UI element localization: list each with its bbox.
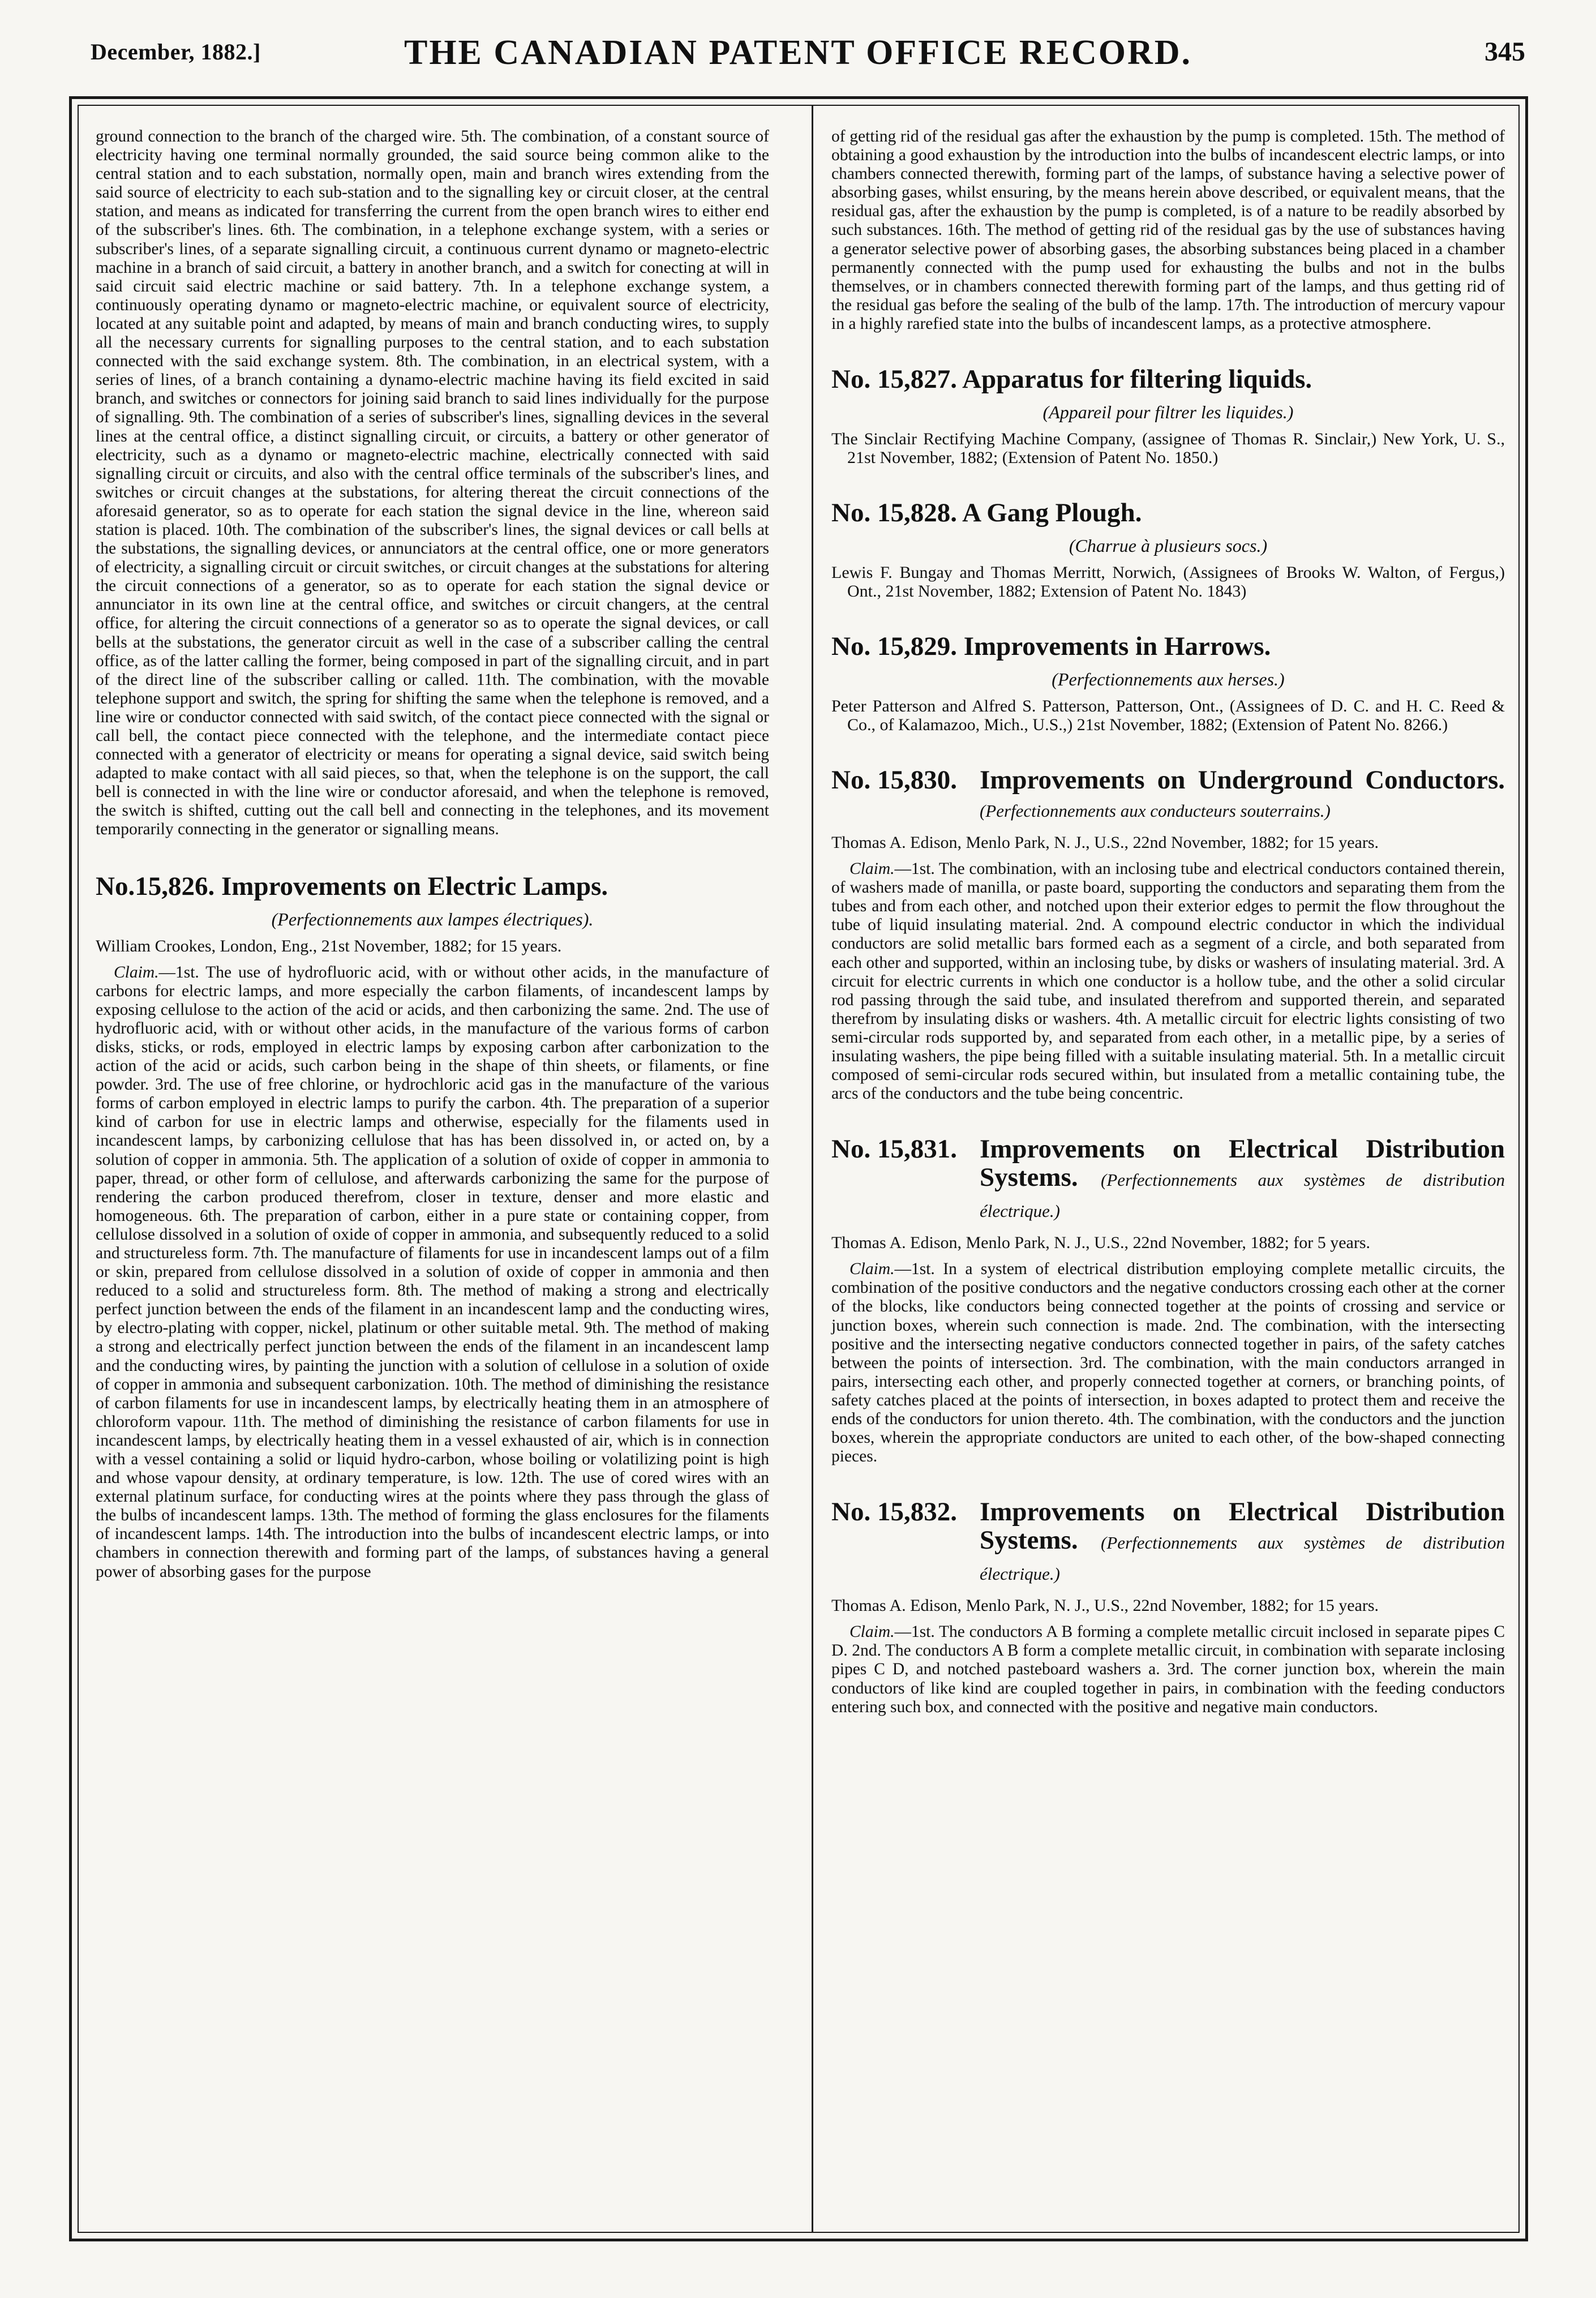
page-frame <box>69 96 1528 2241</box>
patent-15831-grantee: Thomas A. Edison, Menlo Park, N. J., U.S., 22nd November, 1882; for 5 years. <box>831 1233 1371 1253</box>
patent-15828-grantee: Lewis F. Bungay and Thomas Merritt, Norwich, (Assignees of Brooks W. Walton, of Fergus,) Ont., 21st November, 1882; Extension of Patent No. 1843) <box>831 563 1505 601</box>
patent-15826-claims <box>96 963 769 1581</box>
patent-number: No. 15,831. <box>831 1134 957 1164</box>
patent-title-text: Improvements on Underground Conductors. <box>979 765 1505 795</box>
right-column <box>831 127 1505 1717</box>
patent-15832-heading <box>831 1498 1505 1588</box>
publication-title: THE CANADIAN PATENT OFFICE RECORD. <box>404 33 1192 72</box>
claim-label: Claim. <box>850 1260 895 1279</box>
claim-label: Claim. <box>114 963 159 981</box>
patent-15832-claims <box>831 1623 1505 1716</box>
patent-15826-heading: No.15,826. Improvements on Electric Lamps. <box>96 871 608 901</box>
patent-number: No. 15,830. <box>831 765 957 795</box>
patent-15831-french-title: (Perfectionnements aux systèmes de distribution électrique.) <box>979 1170 1505 1221</box>
patent-15829-heading: No. 15,829. Improvements in Harrows. <box>831 632 1271 662</box>
patent-15829-grantee: Peter Patterson and Alfred S. Patterson, Patterson, Ont., (Assignees of D. C. and H. C. Reed & Co., of Kalamazoo, Mich., U.S.,) 21st November, 1882; (Extension of Patent No. 8266.) <box>831 697 1505 735</box>
patent-title <box>980 766 1505 825</box>
page-header <box>68 33 1528 95</box>
patent-title-text: Improvements on Electrical Distribution Systems. <box>979 1497 1505 1555</box>
continued-claims-text-right: of getting rid of the residual gas after the exhaustion by the pump is completed. 15th. The method of obtaining a good exhaustion by the introduction into the bulbs of incandescent electric lamps, or into chambers connected therewith, forming part of the lamps, of substance having a selective power of absorbing gases, whilst ensuring, by the means herein above described, or equivalent means, that the residual gas, after the exhaustion by the pump is completed, is of a nature to be readily absorbed by such substances. 16th. The method of getting rid of the residual gas by the use of substances having a generator selective power of absorbing gases, the absorbing substances being placed in a chamber permanently connected with the pump used for exhausting the bulbs and not in the bulbs themselves, or in chambers connected therewith forming part of the lamps, and thus getting rid of the residual gas before the sealing of the bulb of the lamp. 17th. The introduction of mercury vapour in a highly rarefied state into the bulbs of incandescent lamps, as a protective atmosphere. <box>831 127 1505 333</box>
claims-text: —1st. The conductors A B forming a complete metallic circuit inclosed in separate pipes C D. 2nd. The conductors A B form a complete metallic circuit, in combination with separate inclosing pipes C D, and notched pasteboard washers a. 3rd. The corner junction box, wherein the main conductors of like kind are coupled together in pairs, in combination with the feeding conductors entering such box, and connected with the positive and negative main conductors. <box>831 1623 1505 1716</box>
page-number: 345 <box>1485 37 1525 67</box>
issue-date: December, 1882.] <box>91 39 261 65</box>
claims-text: —1st. The use of hydrofluoric acid, with or without other acids, in the manufacture of carbons for electric lamps, and more especially the carbon filaments, of incandescent lamps by exposing cellulose to the action of the acid or acids, and then carbonizing the same. 2nd. The use of hydrofluoric acid, with or without other acids, in the manufacture of the various forms of carbon disks, sticks, or rods, employed in electric lamps by exposing carbon after carbonization to the action of the acid or acids, such carbon being in the shape of thin sheets, or filaments, or fine powder. 3rd. The use of free chlorine, or hydrochloric acid gas in the manufacture of the various forms of carbon employed in electric lamps to purify the carbon. 4th. The preparation of a superior kind of carbon for use in electric lamps and otherwise, especially for the filaments used in incandescent lamps, by carbonizing cellulose that has has been dissolved in, or acted on, by a solution of copper in ammonia. 5th. The application of a solution of oxide of copper in ammonia to paper, thread, or other form of cellulose, and afterwards carbonizing the same for the purpose of rendering the carbon produced therefrom, closer in texture, denser and more elastic and homogeneous. 6th. The preparation of carbon, either in a pure state or containing copper, from cellulose dissolved in a solution of oxide of copper in ammonia, and subsequently reduced to a solid and structureless form. 7th. The manufacture of filaments for use in incandescent lamps out of a film or skin, prepared from cellulose dissolved in a solution of oxide of copper in ammonia and then reduced to a solid and structureless form. 8th. The method of making a strong and electrically perfect junction between the ends of the filament in an incandescent lamp and the conducting wires, by electro-plating with copper, nickel, platinum or other suitable metal. 9th. The method of making a strong and electrically perfect junction between the ends of the filament in an incandescent lamp and the conducting wires, by painting the junction with a solution of cellulose in a solution of oxide of copper in ammonia and subsequent carbonization. 10th. The method of diminishing the resistance of carbon filaments for use in incandescent lamps, by electrically heating them in an atmosphere of chloroform vapour. 11th. The method of diminishing the resistance of carbon filaments for use in incandescent lamps, by electrically heating them in a vessel exhausted of air, which is in connection with a vessel containing a solid or liquid hydro-carbon, whose boiling or volatilizing point is high and whose vapour density, at ordinary temperature, is low. 12th. The use of cored wires with an external platinum surface, for conducting wires at the points where they pass through the glass of the bulbs of incandescent lamps. 13th. The method of forming the glass enclosures for the filaments of incandescent lamps. 14th. The introduction into the bulbs of incandescent electric lamps, or into chambers in connection therewith and forming part of the lamps, of substances having a general power of absorbing gases for the purpose <box>96 963 769 1581</box>
patent-15832-grantee: Thomas A. Edison, Menlo Park, N. J., U.S., 22nd November, 1882; for 15 years. <box>831 1596 1379 1615</box>
claims-text: —1st. In a system of electrical distribution employing complete metallic circuits, the combination of the positive conductors and the negative conductors crossing each other at the corner of the blocks, like conductors being connected together at the points of crossing and service or junction boxes, wherein such connection is made. 2nd. The combination, with the intersecting positive and the intersecting negative conductors connected together in pairs, of the safety catches between the points of intersection. 3rd. The combination, with the main conductors arranged in pairs, intersecting each other, and properly connected together at corners, or branching points, of safety catches placed at the points of intersection, in boxes adapted to protect them and receive the ends of the conductors for union thereto. 4th. The combination, with the conductors and the junction boxes, wherein the appropriate conductors are united to each other, of the bow-shaped connecting pieces. <box>831 1260 1505 1466</box>
patent-15826-french-title: (Perfectionnements aux lampes électriques). <box>271 908 594 929</box>
patent-number: No. 15,832. <box>831 1497 957 1527</box>
column-divider <box>812 106 813 2232</box>
patent-15831-claims <box>831 1260 1505 1466</box>
page-frame-inner <box>78 105 1520 2233</box>
claim-label: Claim. <box>850 860 895 878</box>
patent-15829-french-title: (Perfectionnements aux herses.) <box>1052 669 1285 690</box>
patent-15831-heading <box>831 1135 1505 1225</box>
patent-title-text: Improvements on Electrical Distribution Systems. <box>979 1134 1505 1193</box>
patent-15832-french-title: (Perfectionnements aux systèmes de distribution électrique.) <box>979 1533 1505 1584</box>
patent-15830-grantee: Thomas A. Edison, Menlo Park, N. J., U.S., 22nd November, 1882; for 15 years. <box>831 833 1379 852</box>
patent-15827-french-title: (Appareil pour filtrer les liquides.) <box>1042 402 1294 423</box>
patent-15826-grantee: William Crookes, London, Eng., 21st November, 1882; for 15 years. <box>96 936 562 955</box>
patent-15830-claims <box>831 860 1505 1103</box>
continued-claims-text: ground connection to the branch of the charged wire. 5th. The combination, of a constant source of electricity having one terminal normally grounded, the said source being common alike to the central station and to each substation, normally open, main and branch wires extending from the said source of electricity to each sub-station and to the signalling key or circuit closer, at the central station, and means as indicated for transferring the current from the open branch wires to either end of the subscriber's lines. 6th. The combination, in a telephone exchange system, with a series or subscriber's lines, of a separate signalling circuit, a continuous current dynamo or magneto-electric machine in a branch of said circuit, a battery in another branch, and a switch for conecting at will in said circuit said electric machine or said battery. 7th. In a telephone exchange system, a continuously operating dynamo or magneto-electric machine, or equivalent source of electricity, located at any suitable point and adapted, by means of main and branch conducting wires, to supply all the necessary currents for signalling purposes to the central station, and to each substation connected with the said exchange system. 8th. The combination, in an electrical system, with a series of lines, of a branch containing a dynamo-electric machine having its field excited in said branch, and switches or connectors for joining said branch to said lines individually for the purpose of signalling. 9th. The combination of a series of subscriber's lines, signalling devices in the several lines at the central office, a distinct signalling circuit, or circuits, a battery or other generator of electricity, such as a dynamo or magneto-electric machine, electrically connected with said signalling circuit or circuits, and also with the central office terminals of the subscriber's lines, and switches or circuit changes at the substations, for altering thereat the circuit connections of the aforesaid generator, so as to operate for each station the signal device in the line, whereon said station is placed. 10th. The combination of the subscriber's lines, the signal devices or call bells at the substations, the signalling devices, or annunciators at the central office, one or more generators of electricity, a signalling circuit or circuit switches, or circuit changes at the substations for altering the circuit connections of a generator, so as to operate for each station the signal device or annunciator in its own line at the central office, and switches or circuit changers, at the central office, for altering the circuit connections of a generator so as to operate the signal devices, or call bells at the substations, the generator circuit as well in the case of a subscriber calling the central office, as of the latter calling the former, being composed in part of the signalling circuit, and in part of the direct line of the subscriber calling or called. 11th. The combination, with the movable telephone support and switch, the spring for shifting the same when the telephone is removed, and a line wire or conductor connected with said switch, of the contact piece connected with the signal or call bell, the contact piece connected with the telephone, and the intermediate contact piece connected with a generator of electricity or means for operating a signal device, said switch being adapted to make contact with all said pieces, so that, when the telephone is on the support, the call bell is connected in with the line wire or conductor aforesaid, and when the telephone is removed, the switch is shifted, cutting out the call bell and connecting in the telephones, and its movement temporarily connecting in the generator or signalling means. <box>96 127 769 839</box>
patent-15830-french-title: (Perfectionnements aux conducteurs souterrains.) <box>979 801 1331 821</box>
patent-title <box>980 1135 1505 1225</box>
patent-15827-grantee: The Sinclair Rectifying Machine Company, (assignee of Thomas R. Sinclair,) New York, U. S., 21st November, 1882; (Extension of Patent No. 1850.) <box>831 430 1505 468</box>
patent-15828-french-title: (Charrue à plusieurs socs.) <box>1069 535 1268 556</box>
patent-15830-heading <box>831 766 1505 825</box>
patent-title <box>980 1498 1505 1588</box>
claim-label: Claim. <box>850 1623 895 1641</box>
left-column <box>96 127 769 1581</box>
claims-text: —1st. The combination, with an inclosing tube and electrical conductors contained therein, of washers made of manilla, or paste board, supporting the conductors and separating them from the tubes and from each other, and notched upon their exterior edges to permit the flow throughout the tube of liquid insulating material. 2nd. A compound electric conductor in which the individual conductors are solid metallic bars formed each as a segment of a circle, and both separated from each other and supported, within an inclosing tube, by disks or washers of insulating material. 3rd. A circuit for electric currents in which one conductor is a hollow tube, and the other a solid circular rod passing through the said tube, and insulated therefrom and supported therein, and separated therefrom by insulating disks or washers. 4th. A metallic circuit for electric lights consisting of two semi-circular rods supported by, and separated from each other, in a metallic pipe, by a series of insulating washers, the pipe being filled with a suitable insulating material. 5th. In a metallic circuit composed of semi-circular rods secured within, but insulated from a metallic containing tube, the arcs of the conductors and the tube being concentric. <box>831 860 1505 1103</box>
patent-15827-heading: No. 15,827. Apparatus for filtering liquids. <box>831 365 1312 395</box>
patent-15828-heading: No. 15,828. A Gang Plough. <box>831 498 1142 528</box>
